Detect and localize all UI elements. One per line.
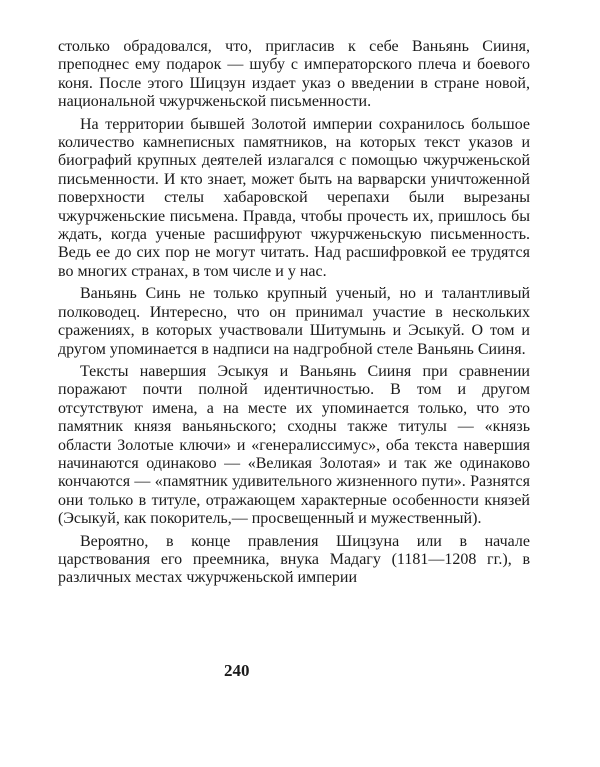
paragraph-madagu: Вероятно, в конце правления Шицзуна или в начале царствования его преемника, внука Мадагу (1181—1208 гг.), в различных местах чжурчженьской империи — [58, 532, 530, 587]
paragraph-monuments: На территории бывшей Золотой империи сохранилось большое количество камнеписных памятников, на которых текст указов и биографий крупных деятелей излагался с помощью чжурчженьской письменности. И кто знает, может быть на варварски уничтоженной поверхности стелы хабаровской черепахи были вырезаны чжурчженьские письмена. Правда, чтобы прочесть их, пришлось бы ждать, когда ученые расшифруют чжурчженьскую письменность. Ведь ее до сих пор не могут читать. Над расшифровкой ее трудятся во многих странах, в том числе и у нас. — [58, 115, 530, 280]
page-number: 240 — [224, 661, 250, 680]
body-text — [58, 38, 530, 592]
paragraph-continuation: столько обрадовался, что, пригласив к себе Ваньянь Сииня, преподнес ему подарок — шубу с императорского плеча и боевого коня. После этого Шицзун издает указ о введении в стране новой, национальной чжурчженьской письменности. — [58, 38, 530, 111]
paragraph-comparison: Тексты навершия Эсыкуя и Ваньянь Сииня при сравнении поражают почти полной идентичностью. В том и другом отсутствуют имена, а на месте их упоминается только, что это памятник князя ваньяньского; сходны также титулы — «князь области Золотые ключи» и «генералиссимус», оба текста навершия начинаются одинаково — «Великая Золотая» и так же одинаково кончаются — «памятник удивительного жизненного пути». Разнятся они только в титуле, отражающем характерные особенности князей (Эсыкуй, как покоритель,— просвещенный и мужественный). — [58, 362, 530, 528]
paragraph-vanyan-sin: Ваньянь Синь не только крупный ученый, но и талантливый полководец. Интересно, что он принимал участие в нескольких сражениях, в которых участвовали Шитумынь и Эсыкуй. О том и другом упоминается в надписи на надгробной стеле Ваньянь Сииня. — [58, 285, 530, 358]
